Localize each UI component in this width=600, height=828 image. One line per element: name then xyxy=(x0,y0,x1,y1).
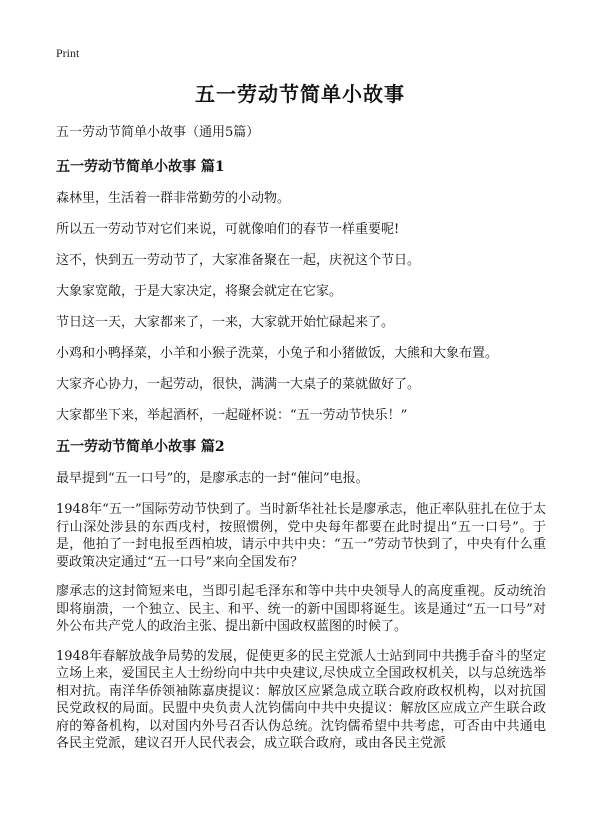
print-link[interactable]: Print xyxy=(56,46,80,60)
paragraph: 1948年春解放战争局势的发展，促使更多的民主党派人士站到同中共携手奋斗的坚定立场上来，爱国民主人士纷纷向中共中央建议,尽快成立全国政权机关，以与总统选举相对抗。南洋华侨领袖陈嘉庚提议：解放区应紧急成立联合政府政权机构，以对抗国民党政权的局面。民盟中央负责人沈钧儒向中共中央提议：解放区应成立产生联合政府的筹备机构，以对国内外号召否认伪总统。沈钧儒希望中共考虑，可否由中共通电各民主党派，建议召开人民代表会，成立联合政府，或由各民主党派 xyxy=(56,648,546,751)
page-title: 五一劳动节简单小故事 xyxy=(195,82,405,106)
document-subtitle: 五一劳动节简单小故事（通用5篇） xyxy=(56,125,260,140)
story-section-1 xyxy=(56,158,546,425)
paragraph: 森林里，生活着一群非常勤劳的小动物。 xyxy=(56,191,291,206)
section-heading: 五一劳动节简单小故事 篇1 xyxy=(56,159,225,175)
paragraph: 1948年“五一”国际劳动节快到了。当时新华社社长是廖承志，他正率队驻扎在位于太行山深处涉县的东西戌村，按照惯例，党中央每年都要在此时提出“五一口号”。于是，他拍了一封电报至西柏坡，请示中共中央：“五一”劳动节快到了，中央有什么重要政策决定通过“五一口号”来向全国发布？ xyxy=(56,502,546,570)
paragraph: 廖承志的这封简短来电，当即引起毛泽东和等中共中央领导人的高度重视。反动统治即将崩溃，一个独立、民主、和平、统一的新中国即将诞生。该是通过“五一口号”对外公布共产党人的政治主张、提出新中国政权蓝图的时候了。 xyxy=(56,584,546,634)
paragraph: 所以五一劳动节对它们来说，可就像咱们的春节一样重要呢! xyxy=(56,222,400,237)
paragraph: 最早提到“五一口号”的，是廖承志的一封“催问”电报。 xyxy=(56,471,369,486)
paragraph: 小鸡和小鸭择菜，小羊和小猴子洗菜，小兔子和小猪做饭，大熊和大象布置。 xyxy=(56,346,499,361)
paragraph: 大家齐心协力，一起劳动，很快，满满一大桌子的菜就做好了。 xyxy=(56,377,421,392)
paragraph: 这不，快到五一劳动节了，大家准备聚在一起，庆祝这个节日。 xyxy=(56,253,421,268)
document-body xyxy=(56,124,546,765)
paragraph: 大象家宽敞，于是大家决定，将聚会就定在它家。 xyxy=(56,284,343,299)
paragraph: 大家都坐下来，举起酒杯，一起碰杯说：“五一劳动节快乐！” xyxy=(56,408,408,423)
section-heading: 五一劳动节简单小故事 篇2 xyxy=(56,439,225,455)
paragraph: 节日这一天，大家都来了，一来，大家就开始忙碌起来了。 xyxy=(56,315,395,330)
story-section-2 xyxy=(56,438,546,753)
